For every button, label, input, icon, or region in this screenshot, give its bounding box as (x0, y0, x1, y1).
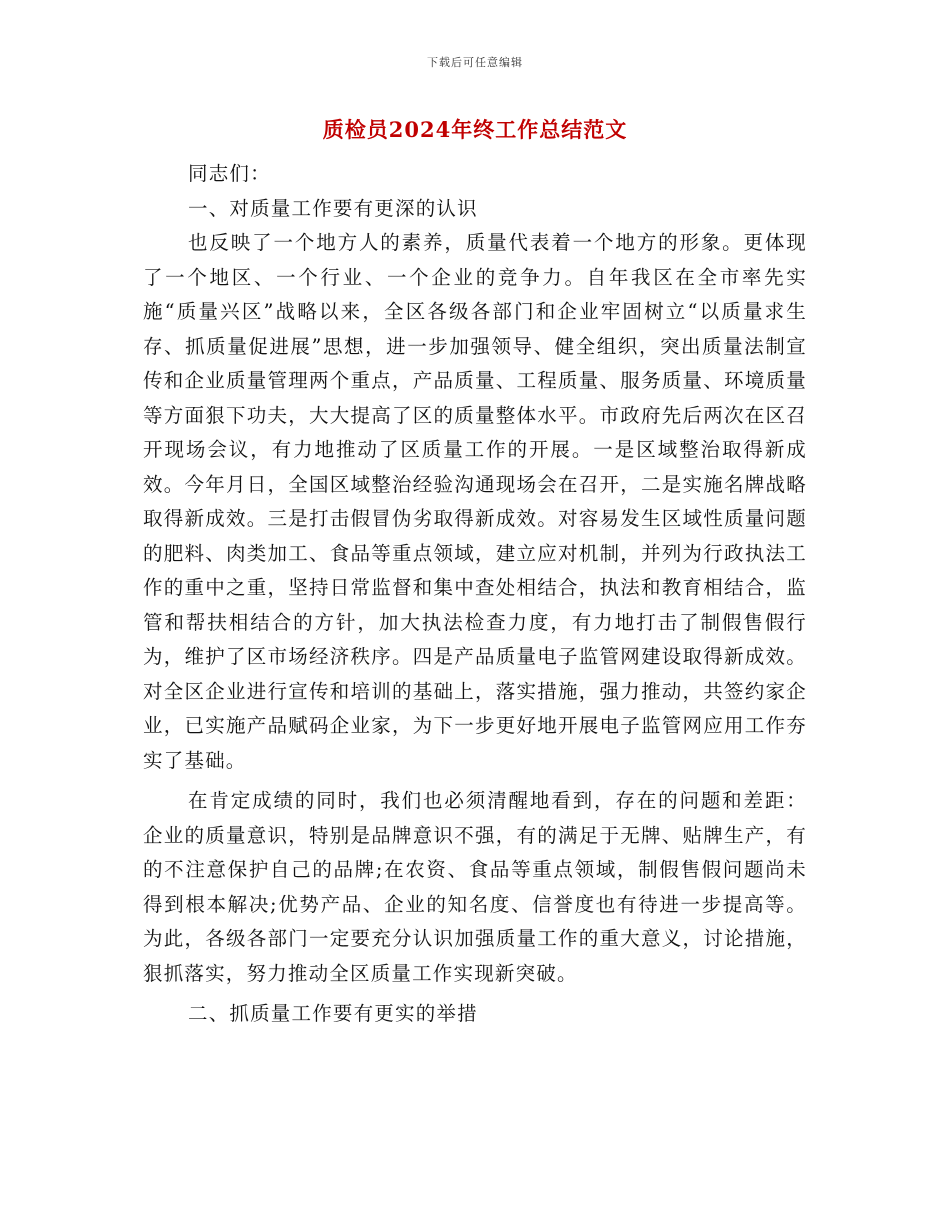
paragraph-2: 在肯定成绩的同时，我们也必须清醒地看到，存在的问题和差距：企业的质量意识，特别是品牌意识不强，有的满足于无牌、贴牌生产，有的不注意保护自己的品牌;在农资、食品等重点领域，制假售假问题尚未得到根本解决;优势产品、企业的知名度、信誉度也有待进一步提高等。为此，各级各部门一定要充分认识加强质量工作的重大意义，讨论措施，狠抓落实，努力推动全区质量工作实现新突破。 (143, 789, 807, 985)
section-heading-1: 一、对质量工作要有更深的认识 (188, 196, 478, 220)
paragraph-1: 也反映了一个地方人的素养，质量代表着一个地方的形象。更体现了一个地区、一个行业、一个企业的竞争力。自年我区在全市率先实施“质量兴区”战略以来，全区各级各部门和企业牢固树立“以质量求生存、抓质量促进展”思想，进一步加强领导、健全组织，突出质量法制宣传和企业质量管理两个重点，产品质量、工程质量、服务质量、环境质量等方面狠下功夫，大大提高了区的质量整体水平。市政府先后两次在区召开现场会议，有力地推动了区质量工作的开展。一是区域整治取得新成效。今年月日，全国区域整治经验沟通现场会在召开，二是实施名牌战略取得新成效。三是打击假冒伪劣取得新成效。对容易发生区域性质量问题的肥料、肉类加工、食品等重点领域，建立应对机制，并列为行政执法工作的重中之重，坚持日常监督和集中查处相结合，执法和教育相结合，监管和帮扶相结合的方针，加大执法检查力度，有力地打击了制假售假行为，维护了区市场经济秩序。四是产品质量电子监管网建设取得新成效。对全区企业进行宣传和培训的基础上，落实措施，强力推动，共签约家企业，已实施产品赋码企业家，为下一步更好地开展电子监管网应用工作夯实了基础。 (143, 231, 807, 772)
page-header: 下载后可任意编辑 (427, 56, 523, 69)
document-body (143, 157, 807, 1032)
section-heading-2: 二、抓质量工作要有更实的举措 (188, 1002, 478, 1025)
salutation: 同志们： (188, 162, 271, 185)
document-title: 质检员2024年终工作总结范文 (322, 117, 628, 142)
